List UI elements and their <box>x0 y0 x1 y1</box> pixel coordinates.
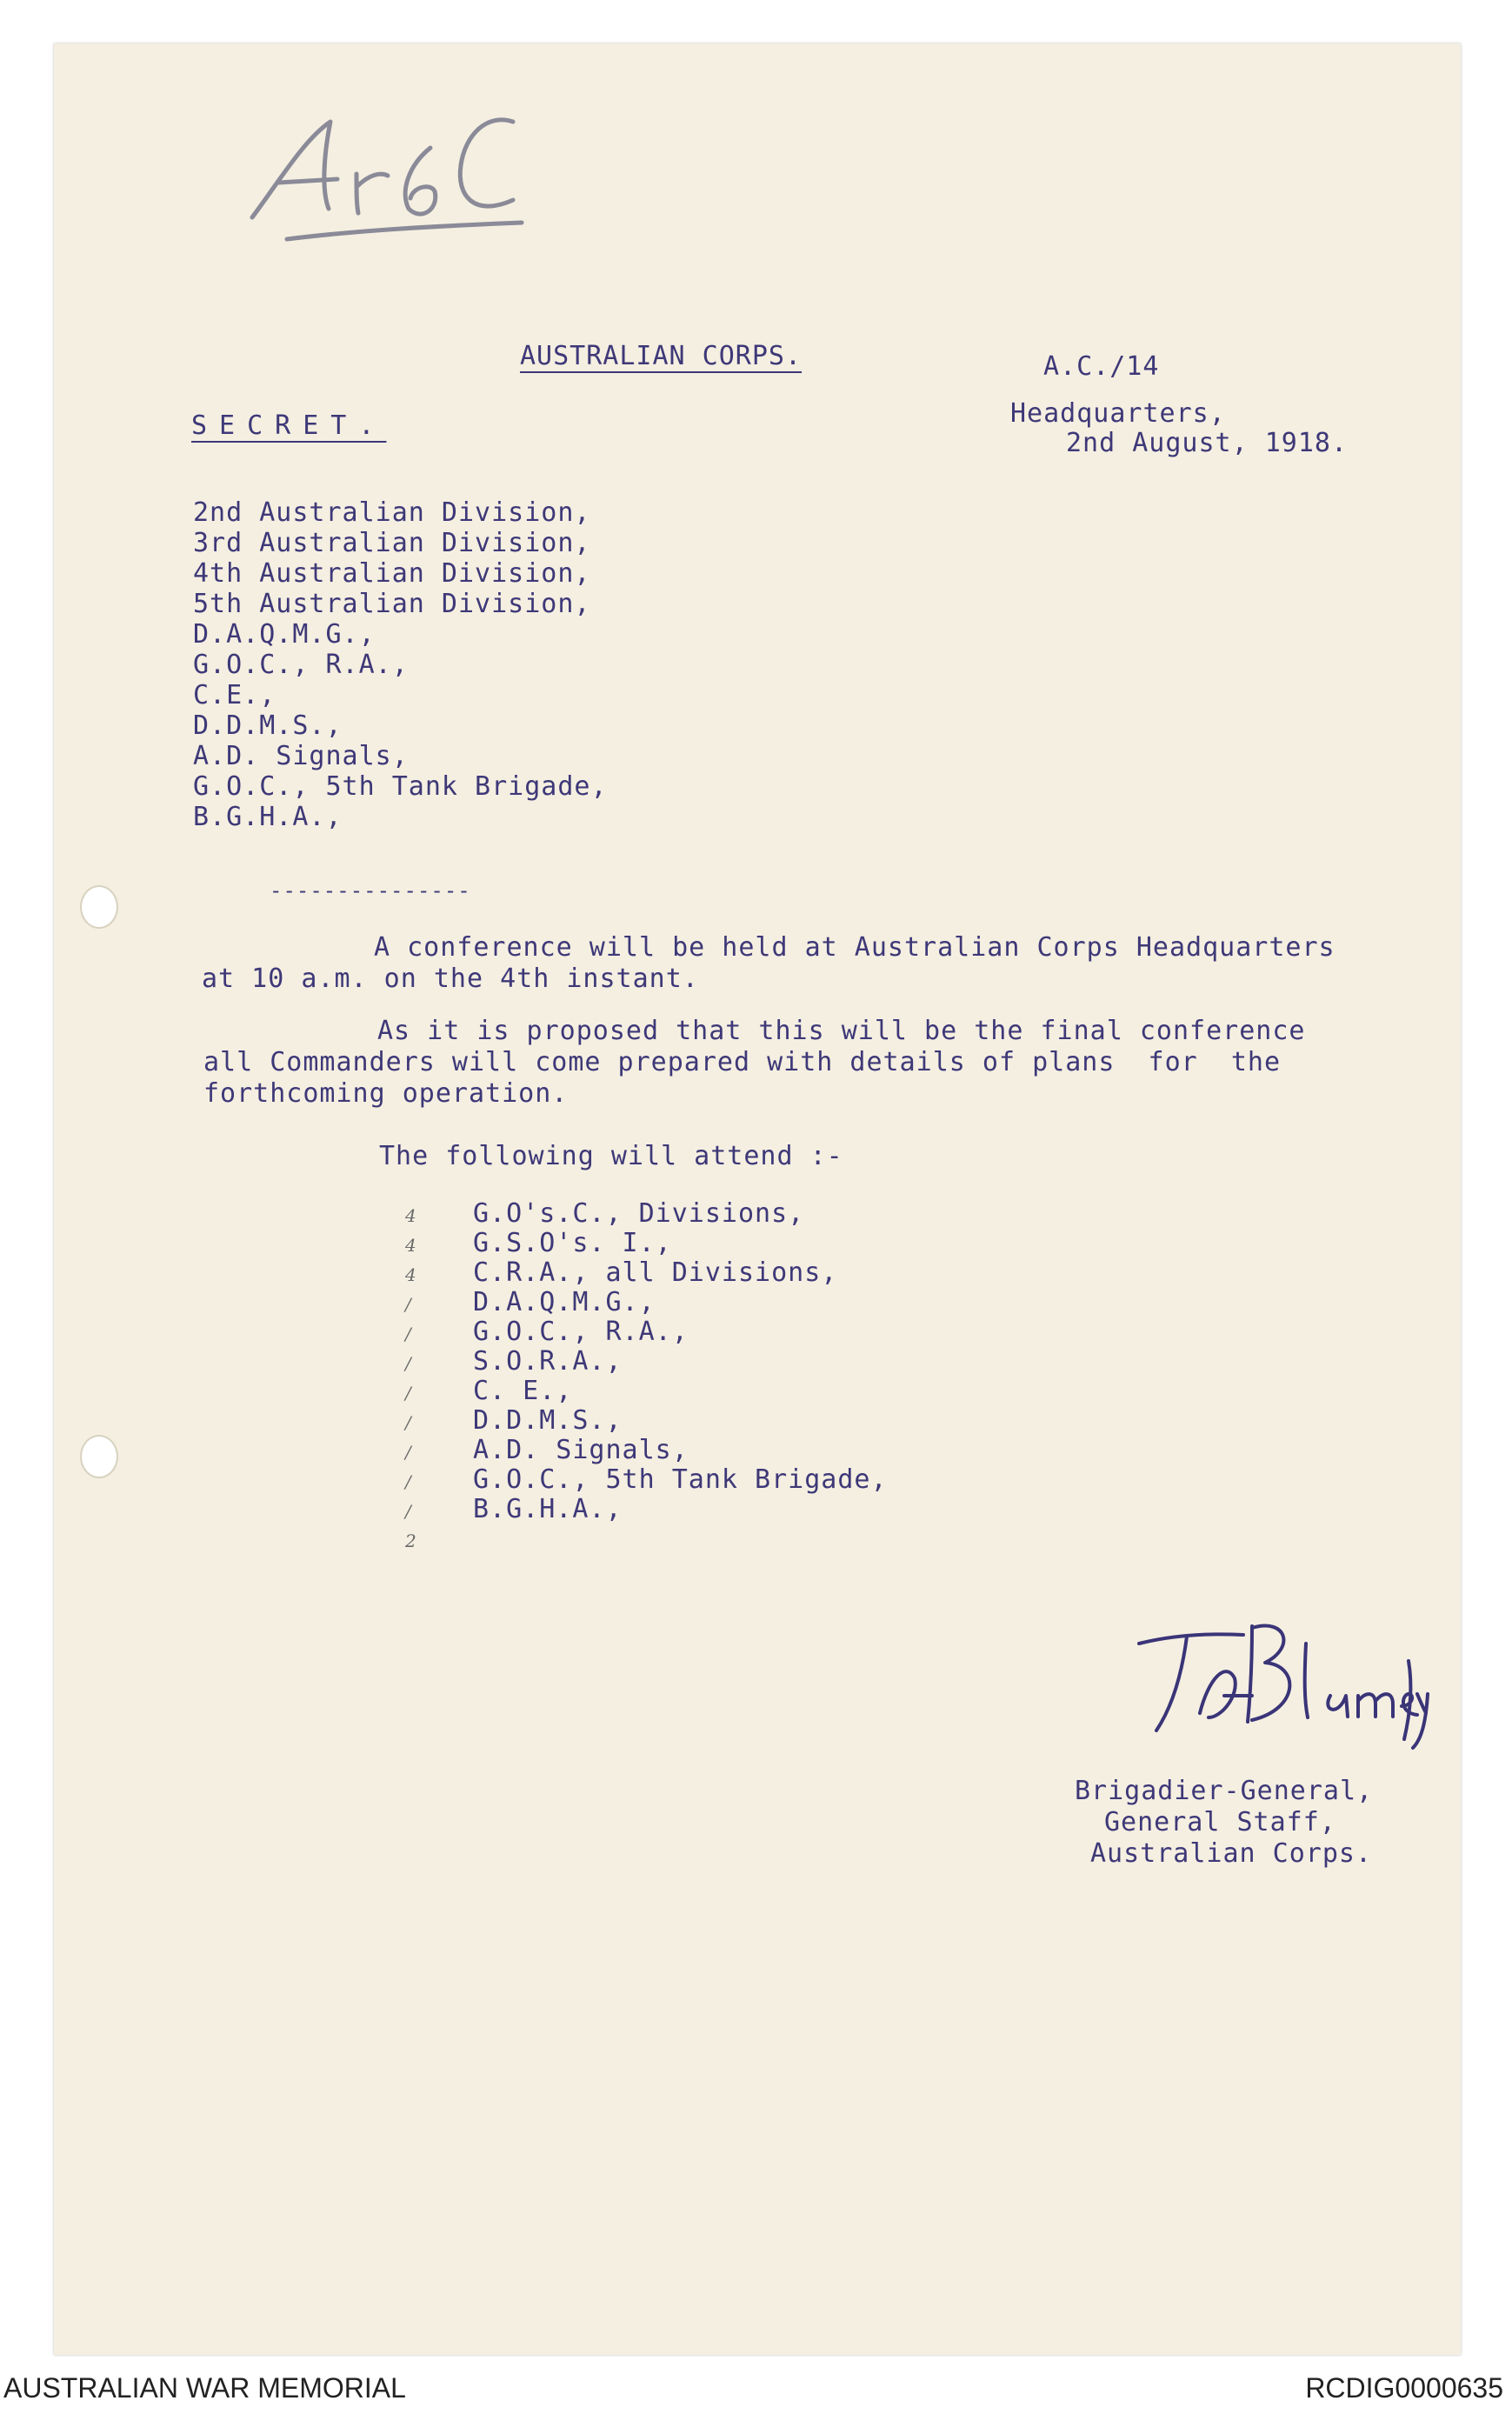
pencil-tick-mark: 4 <box>405 1264 416 1285</box>
attendee-line: C.R.A., all Divisions, <box>473 1257 838 1288</box>
punch-hole-top <box>80 885 118 929</box>
recipient-line: C.E., <box>193 680 276 710</box>
pencil-tick-mark: / <box>405 1294 411 1315</box>
recipient-line: D.D.M.S., <box>193 710 343 741</box>
attend-intro: The following will attend :- <box>379 1141 843 1171</box>
attendee-line: G.O's.C., Divisions, <box>473 1198 805 1229</box>
paragraph-2-line-1: As it is proposed that this will be the final conference <box>377 1016 1306 1046</box>
attendee-line: C. E., <box>473 1376 573 1406</box>
signature-staff: General Staff, <box>1104 1807 1336 1837</box>
pencil-tick-mark: 2 <box>405 1530 416 1551</box>
recipient-line: 5th Australian Division, <box>193 589 591 619</box>
signature <box>1122 1609 1435 1757</box>
signature-unit: Australian Corps. <box>1090 1838 1373 1869</box>
attendee-line: A.D. Signals, <box>473 1435 689 1465</box>
attendee-line: D.A.Q.M.G., <box>473 1287 656 1317</box>
separator-line: --------------- <box>270 878 471 903</box>
attendee-line: G.O.C., 5th Tank Brigade, <box>473 1464 888 1495</box>
recipient-line: 2nd Australian Division, <box>193 497 591 528</box>
pencil-tick-mark: / <box>405 1501 411 1522</box>
pencil-tick-mark: / <box>405 1412 411 1433</box>
reference-number: A.C./14 <box>1043 351 1160 382</box>
signature-rank: Brigadier-General, <box>1075 1776 1374 1806</box>
pencil-tick-mark: / <box>405 1442 411 1463</box>
attendee-line: G.S.O's. I., <box>473 1228 672 1258</box>
date-line: 2nd August, 1918. <box>1066 428 1349 458</box>
recipient-line: G.O.C., 5th Tank Brigade, <box>193 771 608 802</box>
recipient-line: 3rd Australian Division, <box>193 528 591 558</box>
pencil-tick-mark: / <box>405 1353 411 1374</box>
pencil-tick-mark: / <box>405 1324 411 1344</box>
attendee-line: D.D.M.S., <box>473 1405 623 1436</box>
recipient-line: G.O.C., R.A., <box>193 650 409 680</box>
attendee-line: S.O.R.A., <box>473 1346 623 1377</box>
document-heading: AUSTRALIAN CORPS. <box>520 341 803 371</box>
recipient-line: D.A.Q.M.G., <box>193 619 376 650</box>
paragraph-2-line-2: all Commanders will come prepared with details of plans for the <box>203 1047 1281 1077</box>
paragraph-1-line-2: at 10 a.m. on the 4th instant. <box>202 964 699 994</box>
classification-secret: SECRET. <box>191 410 387 441</box>
attendee-line: G.O.C., R.A., <box>473 1317 689 1347</box>
footer-source: AUSTRALIAN WAR MEMORIAL <box>3 2372 406 2404</box>
pencil-tick-mark: / <box>405 1383 411 1404</box>
footer-catalogue-id: RCDIG0000635 <box>1305 2372 1503 2404</box>
paragraph-2-line-3: forthcoming operation. <box>203 1078 569 1109</box>
recipient-line: A.D. Signals, <box>193 741 409 771</box>
handwritten-note <box>226 104 556 252</box>
headquarters-line: Headquarters, <box>1010 398 1226 429</box>
pencil-tick-mark: / <box>405 1471 411 1492</box>
attendee-line: B.G.H.A., <box>473 1494 623 1524</box>
paragraph-1-line-1: A conference will be held at Australian Corps Headquarters <box>374 932 1335 963</box>
recipient-line: 4th Australian Division, <box>193 558 591 589</box>
recipient-line: B.G.H.A., <box>193 802 343 832</box>
pencil-tick-mark: 4 <box>405 1205 416 1226</box>
pencil-tick-mark: 4 <box>405 1235 416 1256</box>
punch-hole-bottom <box>80 1435 118 1478</box>
